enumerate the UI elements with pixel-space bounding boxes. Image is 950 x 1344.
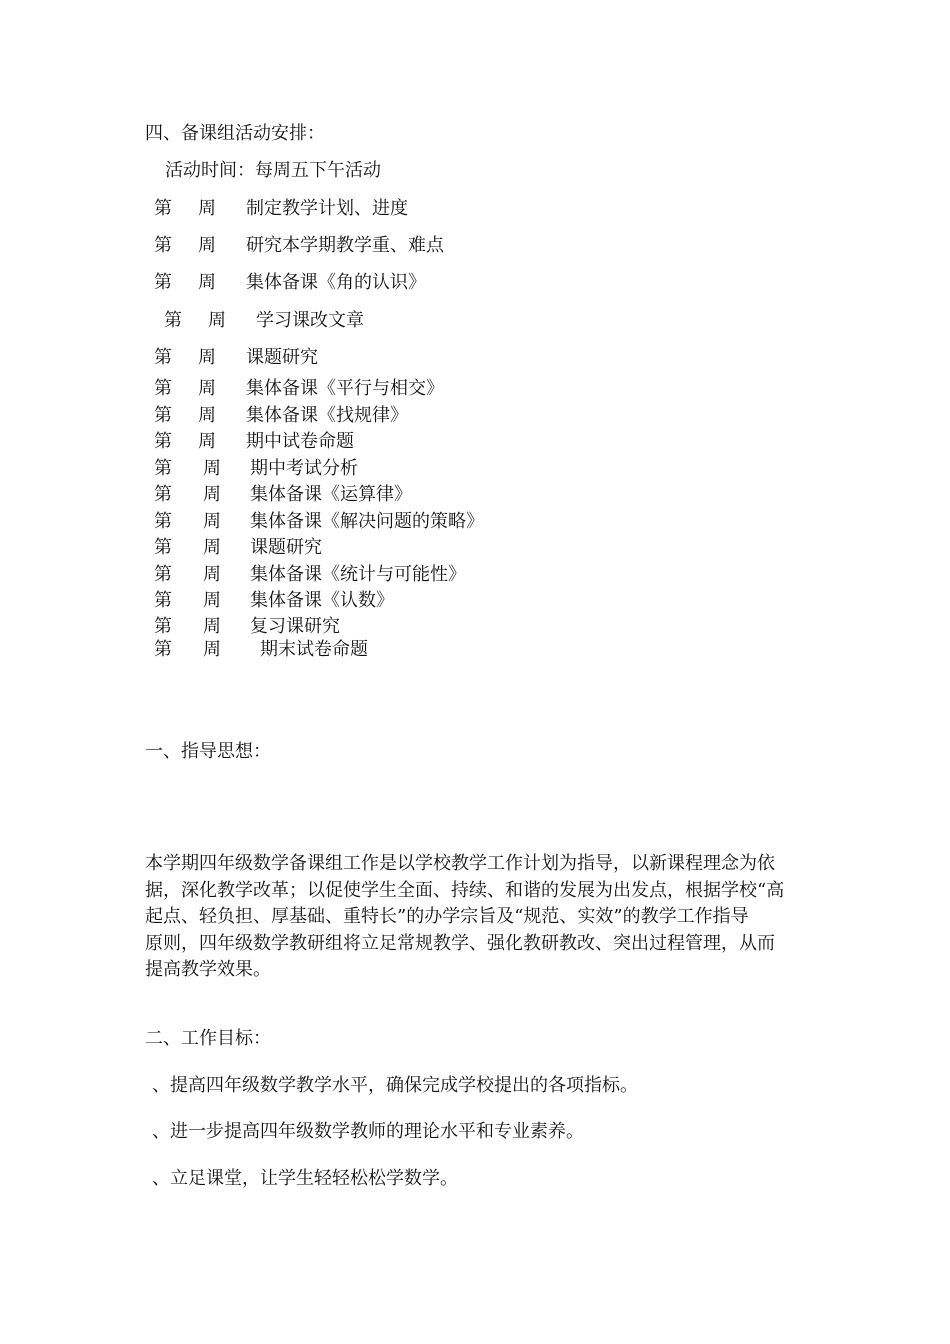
schedule-week: 周 [198,347,216,368]
schedule-prefix: 第 [154,537,172,558]
schedule-week: 周 [203,484,221,505]
section2-heading: 二、工作目标： [145,1028,271,1049]
schedule-prefix: 第 [154,378,172,399]
schedule-topic: 集体备课《解决问题的策略》 [250,511,484,532]
schedule-topic: 期中考试分析 [250,458,358,479]
schedule-topic: 研究本学期教学重、难点 [246,235,444,256]
paragraph-line: 本学期四年级数学备课组工作是以学校教学工作计划为指导，以新课程理念为依 [145,853,775,874]
schedule-topic: 集体备课《找规律》 [246,405,408,426]
schedule-topic: 集体备课《运算律》 [250,484,412,505]
schedule-prefix: 第 [154,198,172,219]
activity-time-line: 活动时间：每周五下午活动 [165,160,381,181]
schedule-topic: 制定教学计划、进度 [246,198,408,219]
schedule-week: 周 [198,198,216,219]
schedule-topic: 集体备课《统计与可能性》 [250,564,466,585]
section4-heading: 四、备课组活动安排： [145,123,325,144]
paragraph-line: 提高教学效果。 [145,959,271,980]
schedule-week: 周 [203,564,221,585]
schedule-week: 周 [198,405,216,426]
schedule-prefix: 第 [154,484,172,505]
goal-item: 、进一步提高四年级数学教师的理论水平和专业素养。 [152,1121,584,1142]
schedule-topic: 集体备课《平行与相交》 [246,378,444,399]
paragraph-line: 起点、轻负担、厚基础、重特长”的办学宗旨及“规范、实效”的教学工作指导 [145,906,749,927]
paragraph-line: 据，深化教学改革；以促使学生全面、持续、和谐的发展为出发点，根据学校“高 [145,879,785,901]
paragraph-line: 原则，四年级数学教研组将立足常规教学、强化教研教改、突出过程管理，从而 [145,932,775,954]
schedule-week: 周 [198,272,216,293]
schedule-week: 周 [203,511,221,532]
guiding-paragraph [145,851,810,984]
schedule-week: 周 [203,537,221,558]
schedule-topic: 集体备课《认数》 [250,590,394,611]
schedule-topic: 期中试卷命题 [246,431,354,452]
schedule-week: 周 [198,431,216,452]
schedule-prefix: 第 [154,272,172,293]
schedule-prefix: 第 [154,405,172,426]
schedule-topic: 学习课改文章 [256,310,364,331]
schedule-prefix: 第 [154,458,172,479]
schedule-prefix: 第 [164,310,182,331]
schedule-topic: 集体备课《角的认识》 [246,272,426,293]
schedule-prefix: 第 [154,590,172,611]
schedule-prefix: 第 [154,511,172,532]
schedule-week: 周 [203,616,221,637]
schedule-week: 周 [203,590,221,611]
schedule-week: 周 [203,458,221,479]
schedule-prefix: 第 [154,564,172,585]
schedule-prefix: 第 [154,616,172,637]
schedule-week: 周 [198,235,216,256]
schedule-prefix: 第 [154,639,172,660]
goal-item: 、提高四年级数学教学水平，确保完成学校提出的各项指标。 [152,1075,638,1096]
schedule-topic: 期末试卷命题 [260,639,368,660]
schedule-prefix: 第 [154,235,172,256]
schedule-week: 周 [208,310,226,331]
section1-heading: 一、指导思想： [145,741,271,762]
schedule-topic: 课题研究 [250,537,322,558]
schedule-topic: 课题研究 [246,347,318,368]
schedule-week: 周 [203,639,221,660]
schedule-week: 周 [198,378,216,399]
goal-item: 、立足课堂，让学生轻轻松松学数学。 [152,1168,458,1189]
schedule-prefix: 第 [154,347,172,368]
schedule-topic: 复习课研究 [250,616,340,637]
schedule-prefix: 第 [154,431,172,452]
